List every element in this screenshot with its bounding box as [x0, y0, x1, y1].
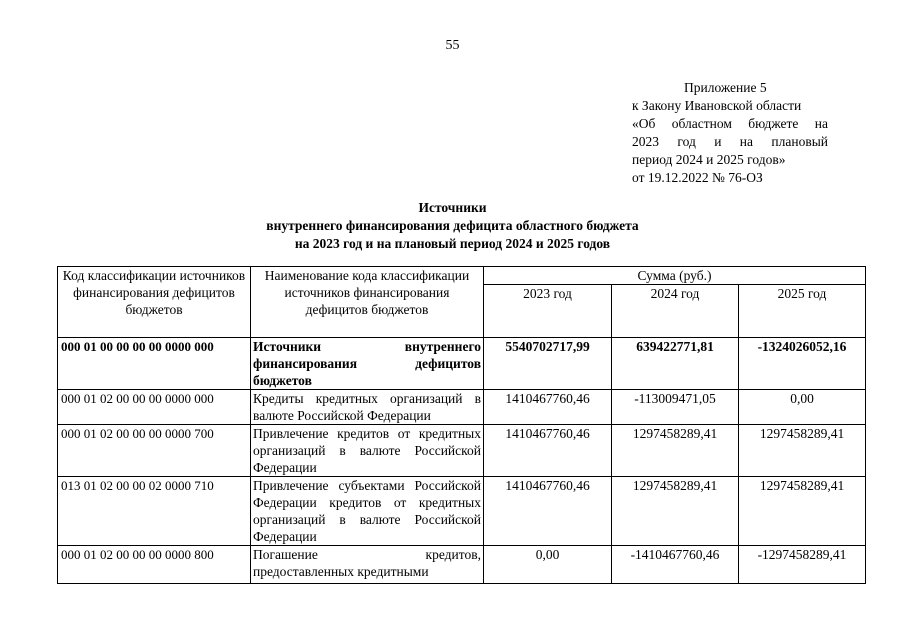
appendix-line: Приложение 5 [684, 80, 767, 95]
row-name: Источники внутреннего финансирования дефицитов бюджетов [251, 338, 484, 390]
header-sum: Сумма (руб.) [484, 267, 866, 285]
row-value-2023: 1410467760,46 [484, 390, 612, 425]
row-name: Привлечение субъектами Российской Федерации кредитов от кредитных организаций в валюте Российской Федерации [251, 477, 484, 546]
appendix-line: «Об областном бюджете на [632, 116, 828, 131]
row-value-2025: 1297458289,41 [739, 425, 866, 477]
row-code: 000 01 02 00 00 00 0000 800 [58, 546, 251, 584]
header-year-2024: 2024 год [612, 285, 739, 338]
title-line: на 2023 год и на плановый период 2024 и 2025 годов [294, 236, 611, 251]
row-code: 000 01 02 00 00 00 0000 000 [58, 390, 251, 425]
appendix-line: от 19.12.2022 № 76-ОЗ [632, 170, 763, 185]
document-title [0, 199, 905, 253]
header-year-2025: 2025 год [739, 285, 866, 338]
row-name: Погашение кредитов, предоставленных кредитными [253, 547, 481, 579]
row-value-2024: 1297458289,41 [612, 425, 739, 477]
financing-sources-table [57, 266, 866, 584]
row-name: Кредиты кредитных организаций в валюте Российской Федерации [251, 390, 484, 425]
appendix-note [632, 79, 828, 187]
row-value-2023: 1410467760,46 [484, 477, 612, 546]
row-value-2024: 639422771,81 [612, 338, 739, 390]
title-line: Источники [418, 200, 487, 215]
row-code: 000 01 00 00 00 00 0000 000 [58, 338, 251, 390]
row-value-2025: 0,00 [739, 390, 866, 425]
row-value-2025: -1297458289,41 [739, 546, 866, 584]
row-value-2025: 1297458289,41 [739, 477, 866, 546]
row-value-2023: 0,00 [484, 546, 612, 584]
appendix-line: 2023 год и на плановый [632, 134, 828, 149]
appendix-line: к Закону Ивановской области [632, 98, 802, 113]
row-value-2024: -113009471,05 [612, 390, 739, 425]
row-value-2024: -1410467760,46 [612, 546, 739, 584]
row-value-2024: 1297458289,41 [612, 477, 739, 546]
row-value-2023: 1410467760,46 [484, 425, 612, 477]
table-row [58, 338, 866, 390]
appendix-line: период 2024 и 2025 годов» [632, 152, 786, 167]
header-year-2023: 2023 год [484, 285, 612, 338]
row-value-2023: 5540702717,99 [484, 338, 612, 390]
table-row [58, 425, 866, 477]
title-line: внутреннего финансирования дефицита областного бюджета [266, 218, 639, 233]
row-value-2025: -1324026052,16 [739, 338, 866, 390]
row-name-cell [251, 546, 484, 584]
table-row [58, 477, 866, 546]
row-code: 000 01 02 00 00 00 0000 700 [58, 425, 251, 477]
row-code: 013 01 02 00 00 02 0000 710 [58, 477, 251, 546]
row-name: Привлечение кредитов от кредитных организаций в валюте Российской Федерации [251, 425, 484, 477]
header-name: Наименование кода классификации источников финансирования дефицитов бюджетов [251, 267, 484, 338]
table-row [58, 546, 866, 584]
page-number: 55 [445, 38, 460, 53]
header-code: Код классификации источников финансирования дефицитов бюджетов [58, 267, 251, 338]
table-row [58, 390, 866, 425]
